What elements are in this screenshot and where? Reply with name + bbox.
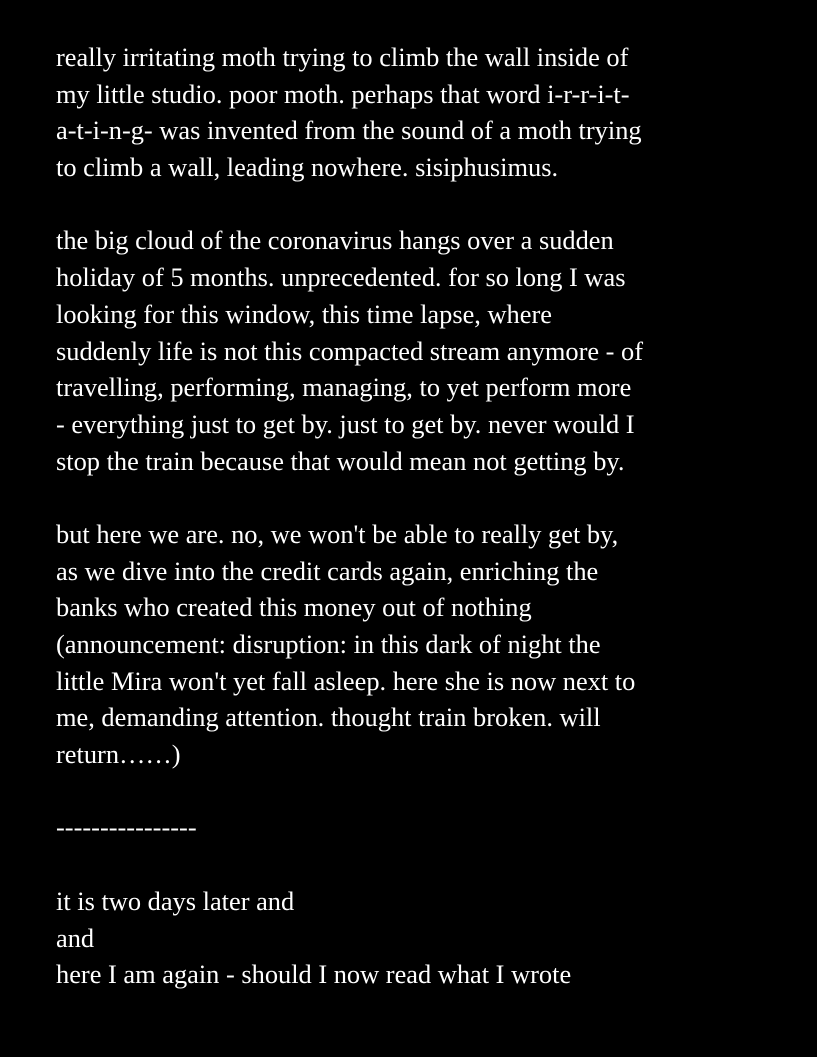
- text-line: a-t-i-n-g- was invented from the sound of a moth trying: [56, 115, 642, 146]
- text-line: travelling, performing, managing, to yet perform more: [56, 372, 632, 403]
- separator-line: ----------------: [56, 812, 197, 843]
- paragraph-gap: [56, 773, 796, 810]
- text-line: looking for this window, this time lapse, where: [56, 298, 552, 329]
- text-line: as we dive into the credit cards again, enriching the: [56, 555, 599, 586]
- paragraph-4: [56, 883, 796, 993]
- text-line: - everything just to get by. just to get by. never would I: [56, 408, 635, 439]
- text-line: but here we are. no, we won't be able to really get by,: [56, 518, 619, 549]
- text-line: really irritating moth trying to climb the wall inside of: [56, 42, 629, 72]
- paragraph-3: [56, 516, 796, 773]
- document-text: [56, 39, 796, 993]
- paragraph-1: [56, 39, 796, 186]
- text-line: return……): [56, 739, 181, 770]
- text-line: suddenly life is not this compacted stream anymore - of: [56, 335, 644, 366]
- text-line: the big cloud of the coronavirus hangs over a sudden: [56, 225, 614, 256]
- text-line: me, demanding attention. thought train broken. will: [56, 702, 601, 733]
- text-line: (announcement: disruption: in this dark of night the: [56, 629, 601, 659]
- text-line: my little studio. poor moth. perhaps that word i-r-r-i-t-: [56, 78, 630, 109]
- text-line: holiday of 5 months. unprecedented. for so long I was: [56, 262, 626, 293]
- text-line: it is two days later and: [56, 885, 295, 916]
- paragraph-2: [56, 222, 796, 479]
- text-line: banks who created this money out of nothing: [56, 592, 532, 623]
- text-line: here I am again - should I now read what I wrote: [56, 959, 572, 990]
- text-line: and: [56, 922, 95, 953]
- paragraph-gap: [56, 846, 796, 883]
- text-line: little Mira won't yet fall asleep. here she is now next to: [56, 665, 636, 696]
- text-line: to climb a wall, leading nowhere. sisiphusimus.: [56, 152, 559, 183]
- paragraph-gap: [56, 479, 796, 516]
- text-line: stop the train because that would mean not getting by.: [56, 445, 625, 476]
- paragraph-gap: [56, 186, 796, 223]
